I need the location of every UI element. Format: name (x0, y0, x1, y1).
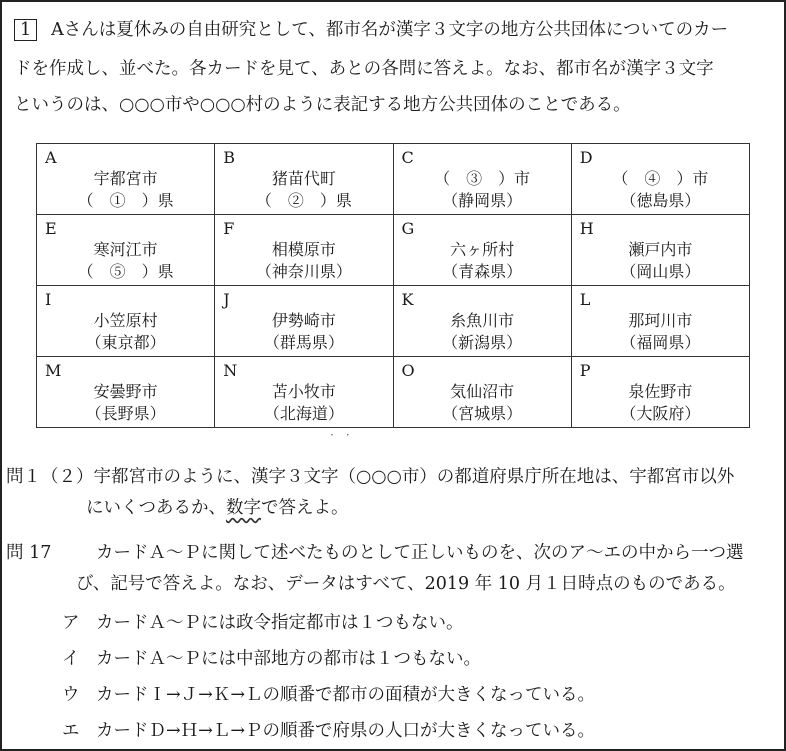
intro-line-1: 1 Aさんは夏休みの自由研究として、都市名が漢字３文字の地方公共団体についてのカー (14, 14, 774, 46)
card-prefecture: （新潟県） (442, 333, 523, 352)
card (215, 286, 393, 357)
card-city-name: 糸魚川市 (450, 311, 515, 330)
q17-label: 問 17 (6, 543, 52, 563)
card-letter: I (45, 290, 52, 309)
card (37, 286, 215, 357)
stray-marks: · · (330, 428, 350, 442)
card-city-name: 相模原市 (271, 240, 336, 259)
card-prefecture: （静岡県） (442, 191, 523, 210)
q1-label: 問１（２） (6, 467, 94, 487)
card-prefecture: （ ① ）県 (77, 191, 174, 210)
card-city-name: 那珂川市 (628, 311, 693, 330)
card-prefecture: （徳島県） (620, 191, 701, 210)
card-prefecture: （大阪府） (620, 404, 701, 423)
card-prefecture: （群馬県） (263, 333, 344, 352)
card-letter: A (45, 148, 57, 167)
option-a: ア カードＡ～Ｐには政令指定都市は１つもない。 (62, 609, 464, 634)
card-city-name: 瀬戸内市 (628, 240, 693, 259)
card (37, 357, 215, 428)
card (37, 215, 215, 286)
card (393, 357, 571, 428)
card-city-name: 伊勢崎市 (271, 311, 336, 330)
option-e: エ カードＤ→Ｈ→Ｌ→Ｐの順番で府県の人口が大きくなっている。 (62, 717, 595, 742)
option-u: ウ カードＩ→Ｊ→Ｋ→Ｌの順番で都市の面積が大きくなっている。 (62, 681, 595, 706)
card-prefecture: （ ② ）県 (255, 191, 352, 210)
card-city-name: 泉佐野市 (628, 382, 693, 401)
card-prefecture: （ ⑤ ）県 (77, 262, 174, 281)
card-letter: O (401, 361, 415, 380)
card-letter: F (223, 219, 235, 238)
card-letter: M (45, 361, 62, 380)
card-prefecture: （神奈川県） (255, 262, 352, 281)
card-letter: D (579, 148, 593, 167)
card-city-name: 猪苗代町 (271, 169, 336, 188)
card-prefecture: （青森県） (442, 262, 523, 281)
option-i: イ カードＡ～Ｐには中部地方の都市は１つもない。 (62, 645, 481, 670)
card-city-name: 宇都宮市 (93, 169, 158, 188)
card (571, 144, 749, 215)
card-letter: J (223, 290, 230, 309)
card-letter: P (579, 361, 591, 380)
card (215, 215, 393, 286)
card (215, 144, 393, 215)
card-letter: G (401, 219, 415, 238)
question-number: 1 (14, 19, 37, 41)
q1-line-2: にいくつあるか、数字で答えよ。 (86, 498, 349, 518)
card (393, 286, 571, 357)
emphasis-numeral: 数字 (226, 498, 261, 518)
card-city-name: 気仙沼市 (450, 382, 515, 401)
card-letter: C (401, 148, 414, 167)
card-city-name: （ ④ ）市 (612, 169, 709, 188)
card-prefecture: （岡山県） (620, 262, 701, 281)
card-letter: N (223, 361, 238, 380)
option-mark: ア (62, 613, 80, 633)
card-prefecture: （宮城県） (442, 404, 523, 423)
card-letter: K (401, 290, 414, 309)
card-prefecture: （東京都） (85, 333, 166, 352)
intro-line-2: ドを作成し、並べた。各カードを見て、あとの各問に答えよ。なお、都市名が漢字３文字 (14, 59, 714, 79)
card-city-name: 六ヶ所村 (450, 240, 515, 259)
card (393, 215, 571, 286)
card-city-name: 安曇野市 (93, 382, 158, 401)
card-city-name: 苫小牧市 (271, 382, 336, 401)
card-letter: B (223, 148, 236, 167)
card (393, 144, 571, 215)
option-mark: エ (62, 721, 80, 741)
card-city-name: 寒河江市 (93, 240, 158, 259)
card-letter: L (579, 290, 591, 309)
card-grid (36, 143, 750, 428)
card-prefecture: （長野県） (85, 404, 166, 423)
card-prefecture: （北海道） (263, 404, 344, 423)
card (571, 215, 749, 286)
card-letter: E (45, 219, 57, 238)
q1-line-1: 問１（２）宇都宮市のように、漢字３文字（○○○市）の都道府県庁所在地は、宇都宮市以外 (6, 467, 735, 487)
card (37, 144, 215, 215)
card (571, 357, 749, 428)
card-letter: H (579, 219, 594, 238)
intro-line-3: というのは、○○○市や○○○村のように表記する地方公共団体のことである。 (14, 95, 631, 115)
option-mark: ウ (62, 685, 80, 705)
card (215, 357, 393, 428)
card-prefecture: （福岡県） (620, 333, 701, 352)
q17-line-1: 問 17 カードＡ～Ｐに関して述べたものとして正しいものを、次のア～エの中から一つ選 (6, 539, 744, 564)
card-city-name: 小笠原村 (93, 311, 158, 330)
option-mark: イ (62, 649, 80, 669)
q17-line-2: び、記号で答えよ。なお、データはすべて、2019 年 10 月１日時点のものである。 (76, 574, 736, 594)
card-city-name: （ ③ ）市 (434, 169, 531, 188)
card (571, 286, 749, 357)
